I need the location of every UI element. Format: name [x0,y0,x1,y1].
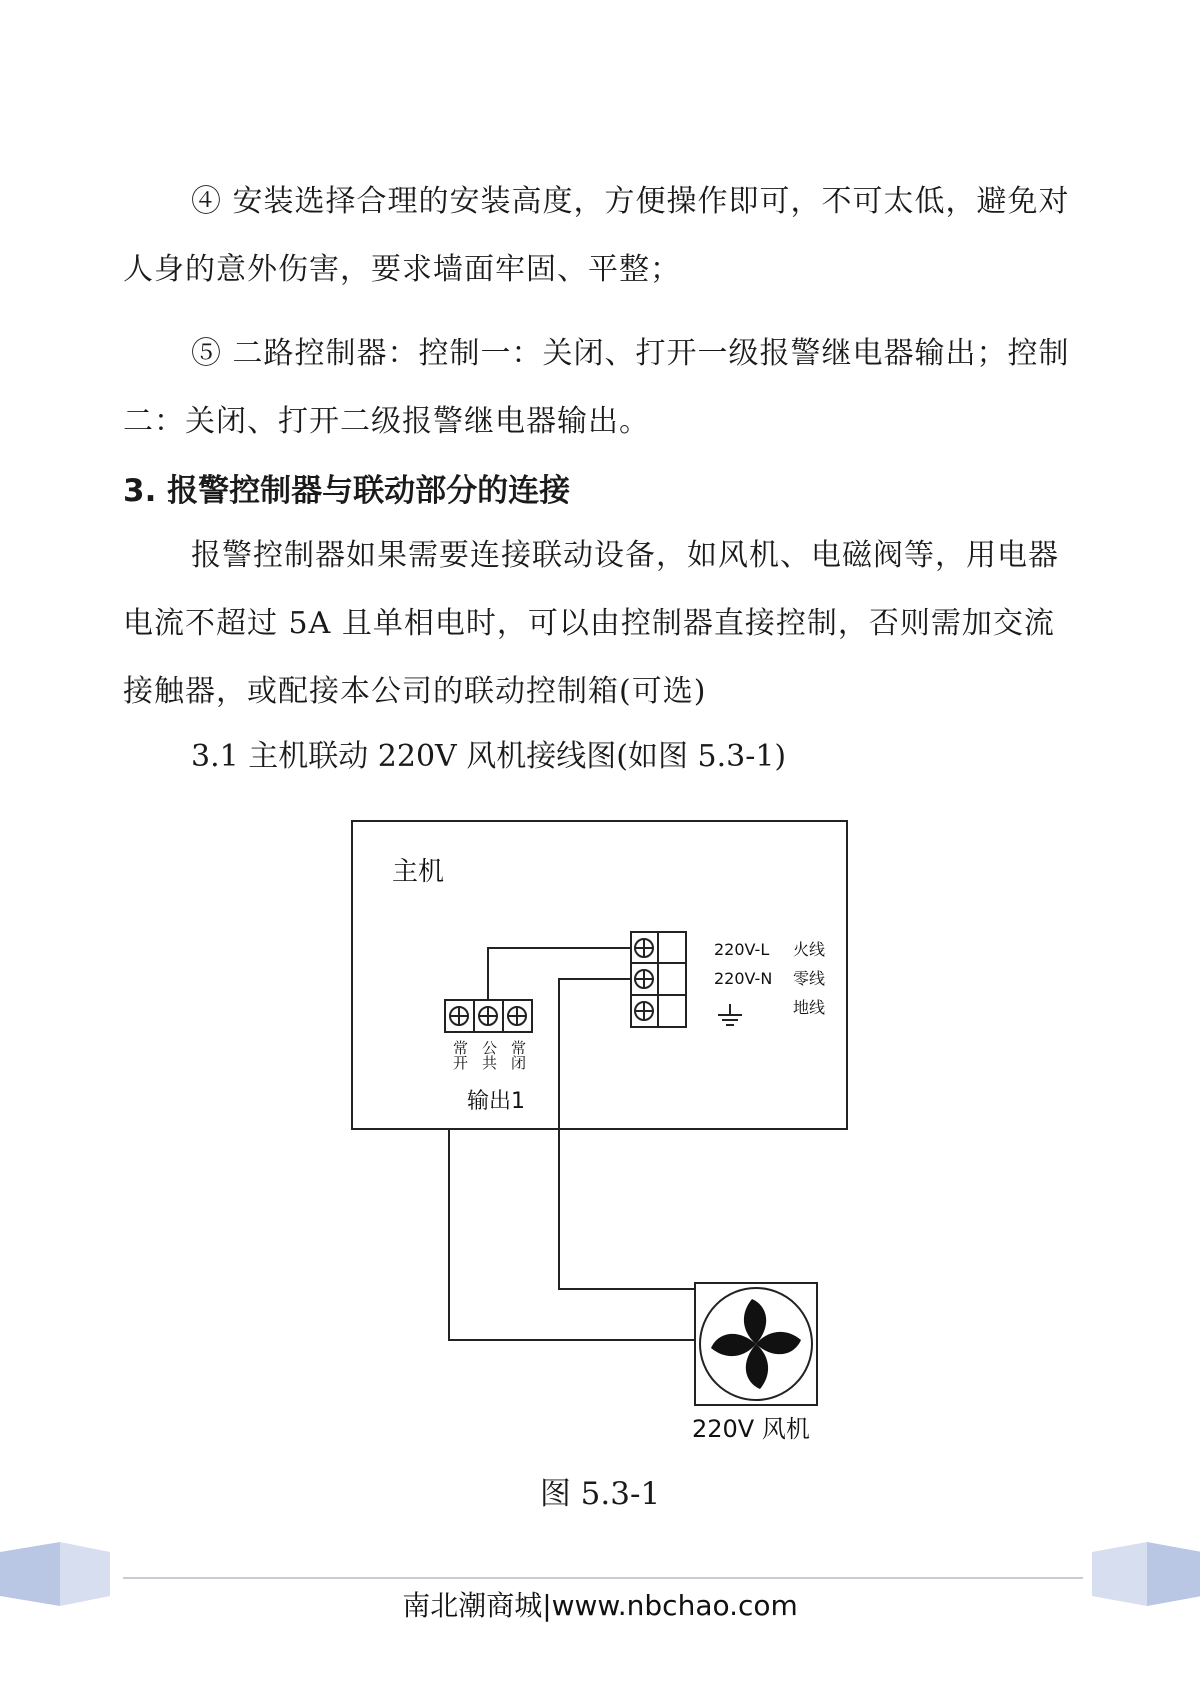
terminal-name-l: 火线 [793,940,826,959]
fan-icon [695,1283,817,1405]
paragraph-linkage-devices: 报警控制器如果需要连接联动设备，如风机、电磁阀等，用电器电流不超过 5A 且单相电时，可以由控制器直接控制，否则需加交流接触器，或配接本公司的联动控制箱(可选) [123,538,1059,709]
wire-output-to-fan [449,1129,695,1340]
output-label-no: 常开 [451,1040,469,1070]
terminal-screw-n-icon [635,970,653,988]
footer-divider [123,1577,1083,1579]
ground-symbol-icon [718,1004,742,1025]
terminal-screw-l-icon [635,939,653,957]
terminal-code-l: 220V-L [714,940,770,959]
section-heading: 3. 报警控制器与联动部分的连接 [123,473,571,509]
output-group-label: 输出1 [467,1089,525,1114]
terminal-screw-ground-icon [635,1002,653,1020]
host-label: 主机 [392,857,445,887]
terminal-screw-no-icon [450,1007,468,1025]
output-terminal-block [445,1000,532,1032]
footer-site-link[interactable]: 南北潮商城|www.nbchao.com [402,1589,798,1622]
paragraph-two-way-controller: ⑤ 二路控制器：控制一：关闭、打开一级报警继电器输出；控制二：关闭、打开二级报警继电器输出。 [123,336,1070,439]
subsection-heading: 3.1 主机联动 220V 风机接线图(如图 5.3-1) [191,739,787,774]
terminal-name-n: 零线 [793,969,826,988]
power-terminal-block [631,932,686,1027]
terminal-name-ground: 地线 [793,998,826,1017]
terminal-code-n: 220V-N [714,969,773,988]
paragraph-install-height: ④ 安装选择合理的安装高度，方便操作即可，不可太低，避免对人身的意外伤害，要求墙面牢固、平整； [123,184,1070,287]
terminal-screw-nc-icon [508,1007,526,1025]
output-label-nc: 常闭 [509,1040,527,1070]
fan-label: 220V 风机 [692,1415,810,1443]
figure-caption: 图 5.3-1 [539,1476,661,1512]
terminal-screw-com-icon [479,1007,497,1025]
output-label-com: 公共 [480,1040,498,1070]
